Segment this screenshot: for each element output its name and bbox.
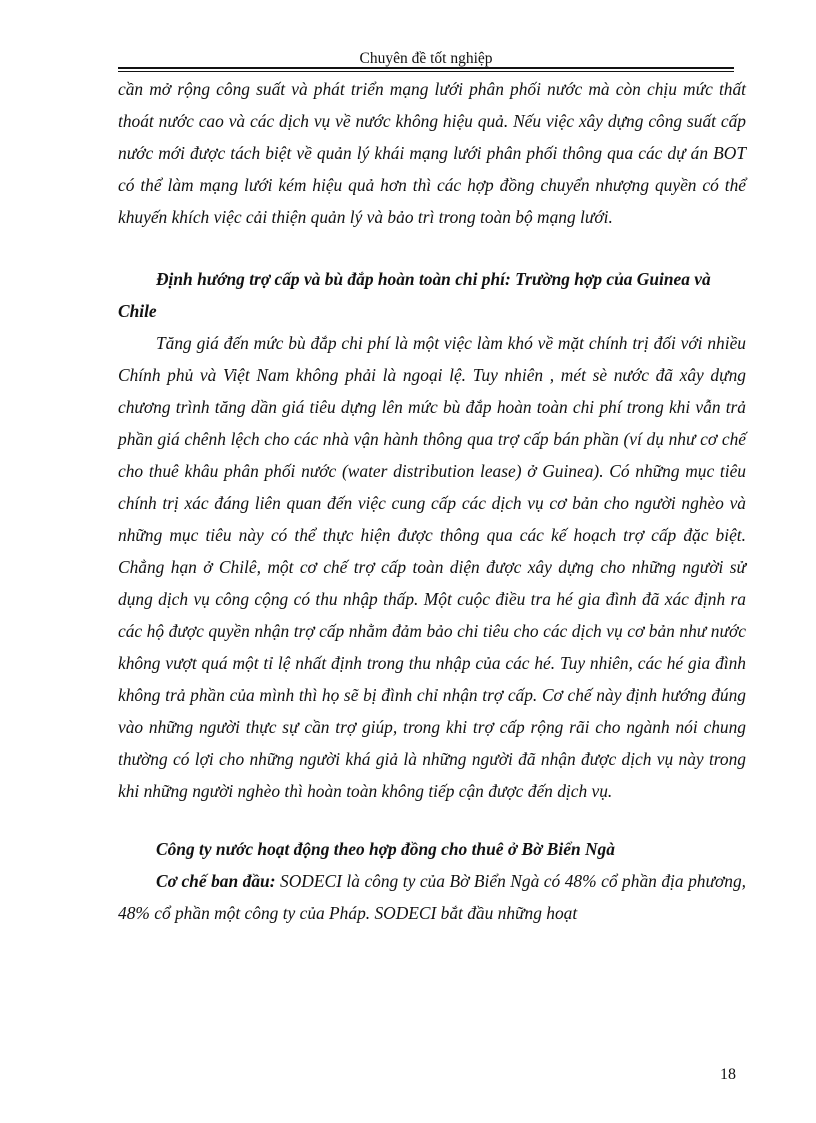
- paragraph-sodeci: [118, 865, 746, 929]
- page-number: 18: [720, 1066, 736, 1083]
- header-rule-thick: [118, 67, 734, 69]
- paragraph-sodeci-text: SODECI là công ty của Bờ Biển Ngà có 48% cổ phần địa phương, 48% cổ phần một công ty của Pháp. SODECI bắt đầu những hoạt: [118, 871, 746, 923]
- section-heading-subsidy: Định hướng trợ cấp và bù đắp hoàn toàn chi phí: Trường hợp của Guinea và Chile: [118, 269, 711, 321]
- paragraph-guinea-chile: Tăng giá đến mức bù đắp chi phí là một việc làm khó về mặt chính trị đối với nhiều Chính phủ và Việt Nam không phải là ngoại lệ. Tuy nhiên , mét sè nước đã xây dựng chương trình tăng dần giá tiêu dựng lên mức bù đắp hoàn toàn chi phí trong khi vẫn trả phần giá chênh lệch cho các nhà vận hành thông qua trợ cấp bán phần (ví dụ như cơ chế cho thuê khâu phân phối nước (water distribution lease) ở Guinea). Có những mục tiêu chính trị xác đáng liên quan đến việc cung cấp các dịch vụ cơ bản cho người nghèo và những mục tiêu này có thể thực hiện được thông qua các kế hoạch trợ cấp đặc biệt. Chẳng hạn ở Chilê, một cơ chế trợ cấp toàn diện được xây dựng cho những người sử dụng dịch vụ công cộng có thu nhập thấp. Một cuộc điều tra hé gia đình đã xác định ra các hộ được quyền nhận trợ cấp nhằm đảm bảo chi tiêu cho các dịch vụ cơ bản như nước không vượt quá một tỉ lệ nhất định trong thu nhập của các hé. Tuy nhiên, các hé gia đình không trả phần của mình thì họ sẽ bị đình chỉ nhận trợ cấp. Cơ chế này định hướng đúng vào những người thực sự cần trợ giúp, trong khi trợ cấp rộng rãi cho ngành nói chung thường có lợi cho những người khá giả là những người đã nhận được dịch vụ này trong khi những người nghèo thì hoàn toàn không tiếp cận được đến dịch vụ.: [118, 333, 746, 801]
- header-rule-thin: [118, 71, 734, 72]
- page-header-title: Chuyên đề tốt nghiệp: [359, 50, 493, 67]
- paragraph-spacer: [118, 807, 746, 833]
- section-heading-ivory-coast: Công ty nước hoạt động theo hợp đồng cho thuê ở Bờ Biển Ngà: [156, 839, 615, 859]
- paragraph-continuation: cần mở rộng công suất và phát triển mạng lưới phân phối nước mà còn chịu mức thất thoát nước cao và các dịch vụ về nước không hiệu quả. Nếu việc xây dựng công suất cấp nước mới được tách biệt về quản lý khái mạng lưới phân phối thông qua các dự án BOT có thể làm mạng lưới kém hiệu quả hơn thì các hợp đồng chuyển nhượng quyền có thể khuyến khích việc cải thiện quản lý và bảo trì trong toàn bộ mạng lưới.: [118, 79, 746, 227]
- paragraph-lead-label: Cơ chế ban đầu:: [156, 871, 276, 891]
- document-body: [118, 73, 746, 929]
- paragraph-spacer: [118, 233, 746, 263]
